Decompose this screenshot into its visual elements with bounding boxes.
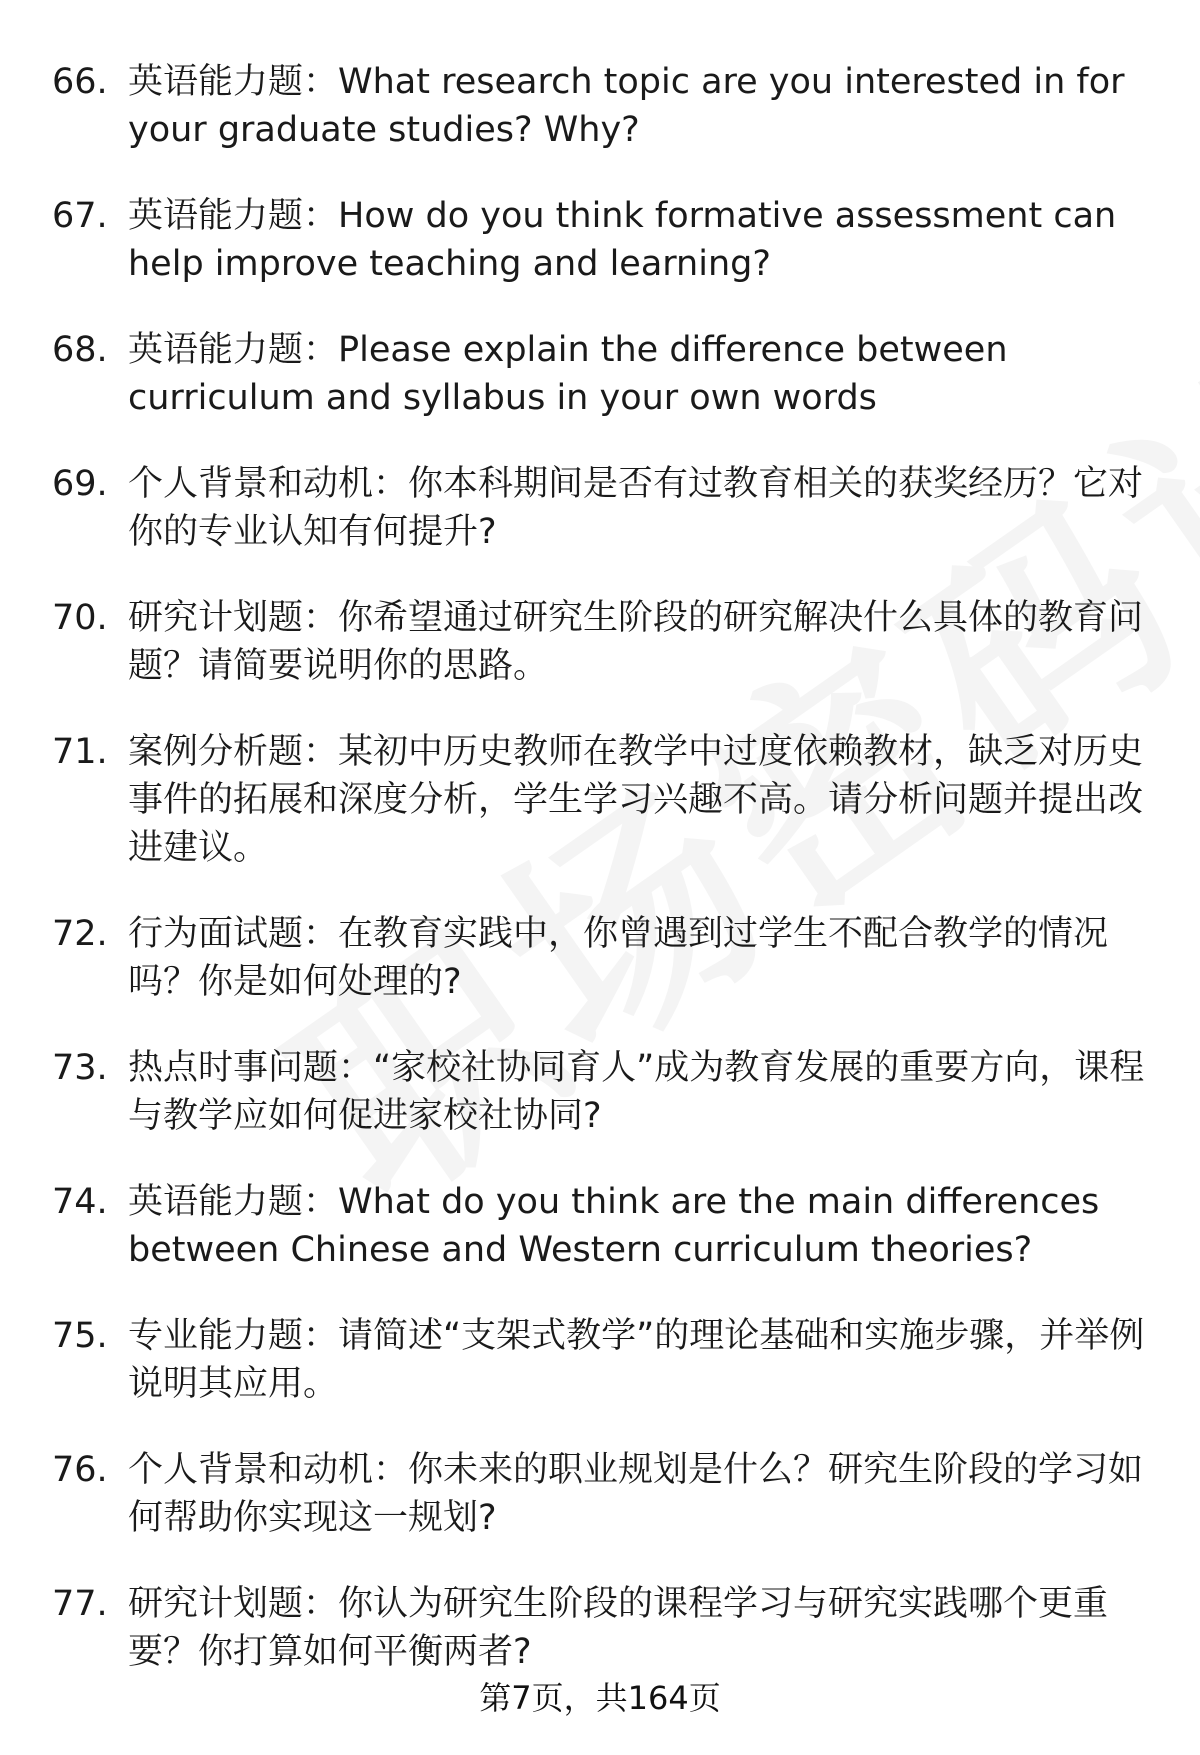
question-item [52,460,1152,556]
question-list [52,58,1152,1714]
question-item [52,594,1152,690]
question-text: 英语能力题：What research topic are you interested in for your graduate studies? Why? [128,62,1125,150]
question-text: 研究计划题：你希望通过研究生阶段的研究解决什么具体的教育问题？请简要说明你的思路。 [128,598,1144,686]
question-item [52,728,1152,872]
question-item [52,1178,1152,1274]
question-item [52,1312,1152,1408]
question-number: 68. [52,330,108,370]
question-text: 英语能力题：How do you think formative assessment can help improve teaching and learning? [128,196,1117,284]
question-item [52,192,1152,288]
question-item [52,1044,1152,1140]
question-text: 个人背景和动机：你本科期间是否有过教育相关的获奖经历？它对你的专业认知有何提升? [128,464,1144,552]
question-number: 73. [52,1048,108,1088]
question-item [52,1580,1152,1676]
question-number: 75. [52,1316,108,1356]
question-number: 76. [52,1450,108,1490]
page-footer: 第7页，共164页 [479,1679,721,1717]
question-item [52,910,1152,1006]
question-number: 69. [52,464,108,504]
question-text: 英语能力题：Please explain the difference between curriculum and syllabus in your own words [128,330,1008,418]
question-number: 67. [52,196,108,236]
question-item [52,58,1152,154]
question-text: 个人背景和动机：你未来的职业规划是什么？研究生阶段的学习如何帮助你实现这一规划? [128,1450,1144,1538]
question-number: 71. [52,732,108,772]
question-item [52,326,1152,422]
question-text: 研究计划题：你认为研究生阶段的课程学习与研究实践哪个更重要？你打算如何平衡两者? [128,1584,1109,1672]
question-text: 行为面试题：在教育实践中，你曾遇到过学生不配合教学的情况吗？你是如何处理的? [128,914,1109,1002]
question-number: 70. [52,598,108,638]
question-number: 77. [52,1584,108,1624]
question-text: 英语能力题：What do you think are the main differences between Chinese and Western curriculum theories? [128,1182,1100,1270]
question-item [52,1446,1152,1542]
question-number: 72. [52,914,108,954]
question-text: 专业能力题：请简述“支架式教学”的理论基础和实施步骤，并举例说明其应用。 [128,1316,1145,1404]
question-text: 热点时事问题：“家校社协同育人”成为教育发展的重要方向，课程与教学应如何促进家校社协同? [128,1048,1145,1136]
question-number: 74. [52,1182,108,1222]
question-text: 案例分析题：某初中历史教师在教学中过度依赖教材，缺乏对历史事件的拓展和深度分析，学生学习兴趣不高。请分析问题并提出改进建议。 [128,732,1144,868]
question-number: 66. [52,62,108,102]
